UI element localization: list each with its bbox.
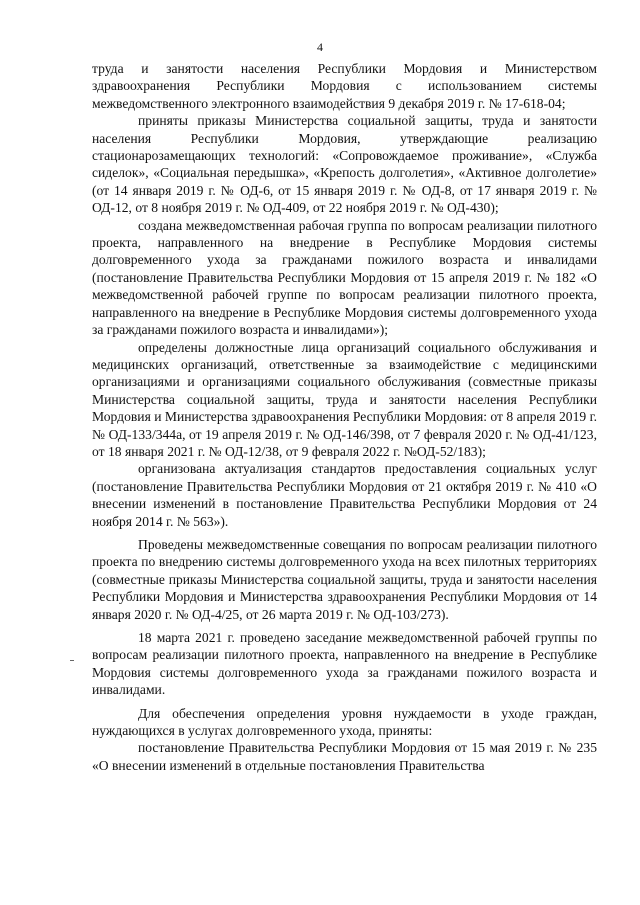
paragraph-meetings-held: Проведены межведомственные совещания по вопросам реализации пилотного проекта по внедрению системы долговременного ухода на всех пилотных территориях (совместные приказы Министерства социальной защиты, труда и занятости населения Республики Мордовия и Министерства здравоохранения Республики Мордовия от 14 января 2020 г. № ОД-4/25, от 26 марта 2019 г. № ОД-103/273). <box>92 536 597 622</box>
paragraph-working-group: создана межведомственная рабочая группа по вопросам реализации пилотного проекта, направленного на внедрение в Республике Мордовия системы долговременного ухода за гражданами пожилого возраста и инвалидами (постановление Правительства Республики Мордовия от 15 апреля 2019 г. № 182 «О межведомственной рабочей группе по вопросам реализации пилотного проекта, направленного на внедрение в Республике Мордовия системы долговременного ухода за гражданами пожилого возраста и инвалидами»); <box>92 217 597 338</box>
paragraph-officials-defined: определены должностные лица организаций социального обслуживания и медицинских организаций, ответственные за взаимодействие с медицинскими организациями и организациями социального обслуживания (совместные приказы Министерства социальной защиты, труда и занятости населения Республики Мордовия и Министерства здравоохранения Республики Мордовия: от 8 апреля 2019 г. № ОД-133/344а, от 19 апреля 2019 г. № ОД-146/398, от 7 февраля 2020 г. № ОД-41/123, от 18 января 2021 г. № ОД-12/38, от 9 февраля 2022 г. №ОД-52/183); <box>92 339 598 459</box>
page-number: 4 <box>317 40 323 54</box>
paragraph-continuation: труда и занятости населения Республики Мордовия и Министерством здравоохранения Республики Мордовия с использованием системы межведомственного электронного взаимодействия 9 декабря 2019 г. № 17-618-04; <box>92 61 597 111</box>
paragraph-government-resolution: постановление Правительства Республики Мордовия от 15 мая 2019 г. № 235 «О внесении изменений в отдельные постановления Правительства <box>92 740 597 773</box>
document-body <box>92 60 597 774</box>
margin-mark <box>70 660 74 661</box>
paragraph-orders-adopted: приняты приказы Министерства социальной защиты, труда и занятости населения Республики Мордовия, утверждающие реализацию стационарозамещающих технологий: «Сопровождаемое проживание», «Служба сиделок», «Социальная передышка», «Крепость долголетия», «Активное долголетие» (от 14 января 2019 г. № ОД-6, от 15 января 2019 г. № ОД-8, от 17 января 2019 г. № ОД-12, от 8 ноября 2019 г. № ОД-409, от 22 ноября 2019 г. № ОД-430); <box>92 113 597 216</box>
paragraph-standards-update: организована актуализация стандартов предоставления социальных услуг (постановление Правительства Республики Мордовия от 21 октября 2019 г. № 410 «О внесении изменений в постановление Правительства Республики Мордовия от 24 ноября 2014 г. № 563»). <box>92 461 597 529</box>
paragraph-needs-assessment: Для обеспечения определения уровня нуждаемости в уходе граждан, нуждающихся в услугах долговременного ухода, приняты: <box>92 705 597 739</box>
paragraph-group-session: 18 марта 2021 г. проведено заседание межведомственной рабочей группы по вопросам реализации пилотного проекта, направленного на внедрение в Республике Мордовия системы долговременного ухода за гражданами пожилого возраста и инвалидами. <box>92 630 597 698</box>
